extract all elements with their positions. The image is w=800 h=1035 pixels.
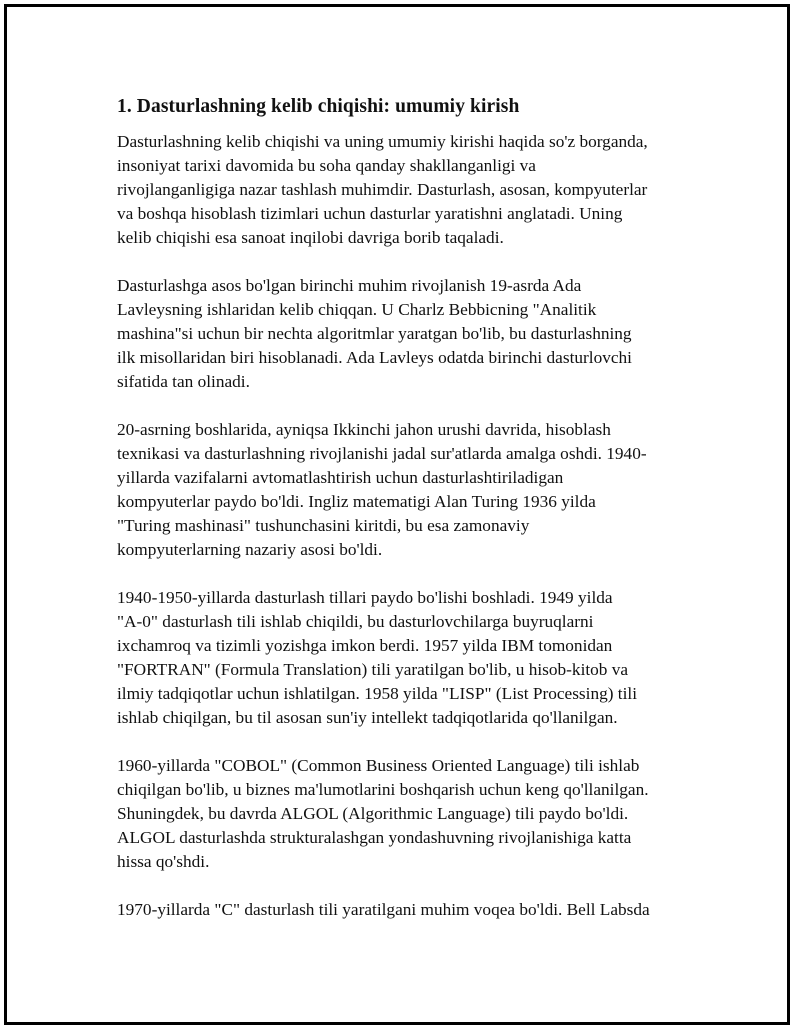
paragraph-line: 1960-yillarda "COBOL" (Common Business Oriented Language) tili ishlab — [117, 756, 640, 775]
paragraph-line: Shuningdek, bu davrda ALGOL (Algorithmic Language) tili paydo bo'ldi. — [117, 804, 629, 823]
body-paragraph — [117, 586, 692, 730]
document-body — [117, 94, 692, 946]
paragraph-line: hissa qo'shdi. — [117, 852, 210, 871]
paragraph-line: Dasturlashga asos bo'lgan birinchi muhim rivojlanish 19-asrda Ada — [117, 276, 582, 295]
paragraph-line: ixchamroq va tizimli yozishga imkon berdi. 1957 yilda IBM tomonidan — [117, 636, 613, 655]
paragraph-line: kompyuterlar paydo bo'ldi. Ingliz matematigi Alan Turing 1936 yilda — [117, 492, 596, 511]
paragraph-line: "Turing mashinasi" tushunchasini kiritdi, bu esa zamonaviy — [117, 516, 530, 535]
body-paragraph — [117, 418, 692, 562]
body-paragraph — [117, 898, 692, 922]
paragraph-line: chiqilgan bo'lib, u biznes ma'lumotlarini boshqarish uchun keng qo'llanilgan. — [117, 780, 649, 799]
paragraph-line: sifatida tan olinadi. — [117, 372, 250, 391]
paragraph-line: kompyuterlarning nazariy asosi bo'ldi. — [117, 540, 383, 559]
paragraph-line: "A-0" dasturlash tili ishlab chiqildi, bu dasturlovchilarga buyruqlarni — [117, 612, 594, 631]
paragraph-line: 1970-yillarda "C" dasturlash tili yaratilgani muhim voqea bo'ldi. Bell Labsda — [117, 900, 650, 919]
paragraph-line: ilmiy tadqiqotlar uchun ishlatilgan. 1958 yilda "LISP" (List Processing) tili — [117, 684, 638, 703]
paragraph-line: 1940-1950-yillarda dasturlash tillari paydo bo'lishi boshladi. 1949 yilda — [117, 588, 613, 607]
paragraph-line: texnikasi va dasturlashning rivojlanishi jadal sur'atlarda amalga oshdi. 1940- — [117, 444, 647, 463]
paragraph-line: yillarda vazifalarni avtomatlashtirish uchun dasturlashtiriladigan — [117, 468, 564, 487]
body-paragraph — [117, 130, 692, 250]
paragraph-line: ALGOL dasturlashda strukturalashgan yondashuvning rivojlanishiga katta — [117, 828, 632, 847]
paragraph-line: va boshqa hisoblash tizimlari uchun dasturlar yaratishni anglatadi. Uning — [117, 204, 623, 223]
paragraph-line: Dasturlashning kelib chiqishi va uning umumiy kirishi haqida so'z borganda, — [117, 132, 648, 151]
paragraph-line: ilk misollaridan biri hisoblanadi. Ada Lavleys odatda birinchi dasturlovchi — [117, 348, 632, 367]
document-title: 1. Dasturlashning kelib chiqishi: umumiy kirish — [117, 96, 520, 117]
paragraph-line: ishlab chiqilgan, bu til asosan sun'iy intellekt tadqiqotlarida qo'llanilgan. — [117, 708, 618, 727]
body-paragraph — [117, 754, 692, 874]
paragraph-line: Lavleysning ishlaridan kelib chiqqan. U Charlz Bebbicning "Analitik — [117, 300, 597, 319]
body-paragraph — [117, 274, 692, 394]
paragraph-line: 20-asrning boshlarida, ayniqsa Ikkinchi jahon urushi davrida, hisoblash — [117, 420, 611, 439]
paragraph-line: kelib chiqishi esa sanoat inqilobi davriga borib taqaladi. — [117, 228, 504, 247]
paragraph-line: "FORTRAN" (Formula Translation) tili yaratilgan bo'lib, u hisob-kitob va — [117, 660, 629, 679]
paragraph-line: insoniyat tarixi davomida bu soha qanday shakllanganligi va — [117, 156, 536, 175]
paragraph-line: mashina"si uchun bir nechta algoritmlar yaratgan bo'lib, bu dasturlashning — [117, 324, 632, 343]
paragraph-list — [117, 130, 692, 922]
paragraph-line: rivojlanganligiga nazar tashlash muhimdir. Dasturlash, asosan, kompyuterlar — [117, 180, 648, 199]
